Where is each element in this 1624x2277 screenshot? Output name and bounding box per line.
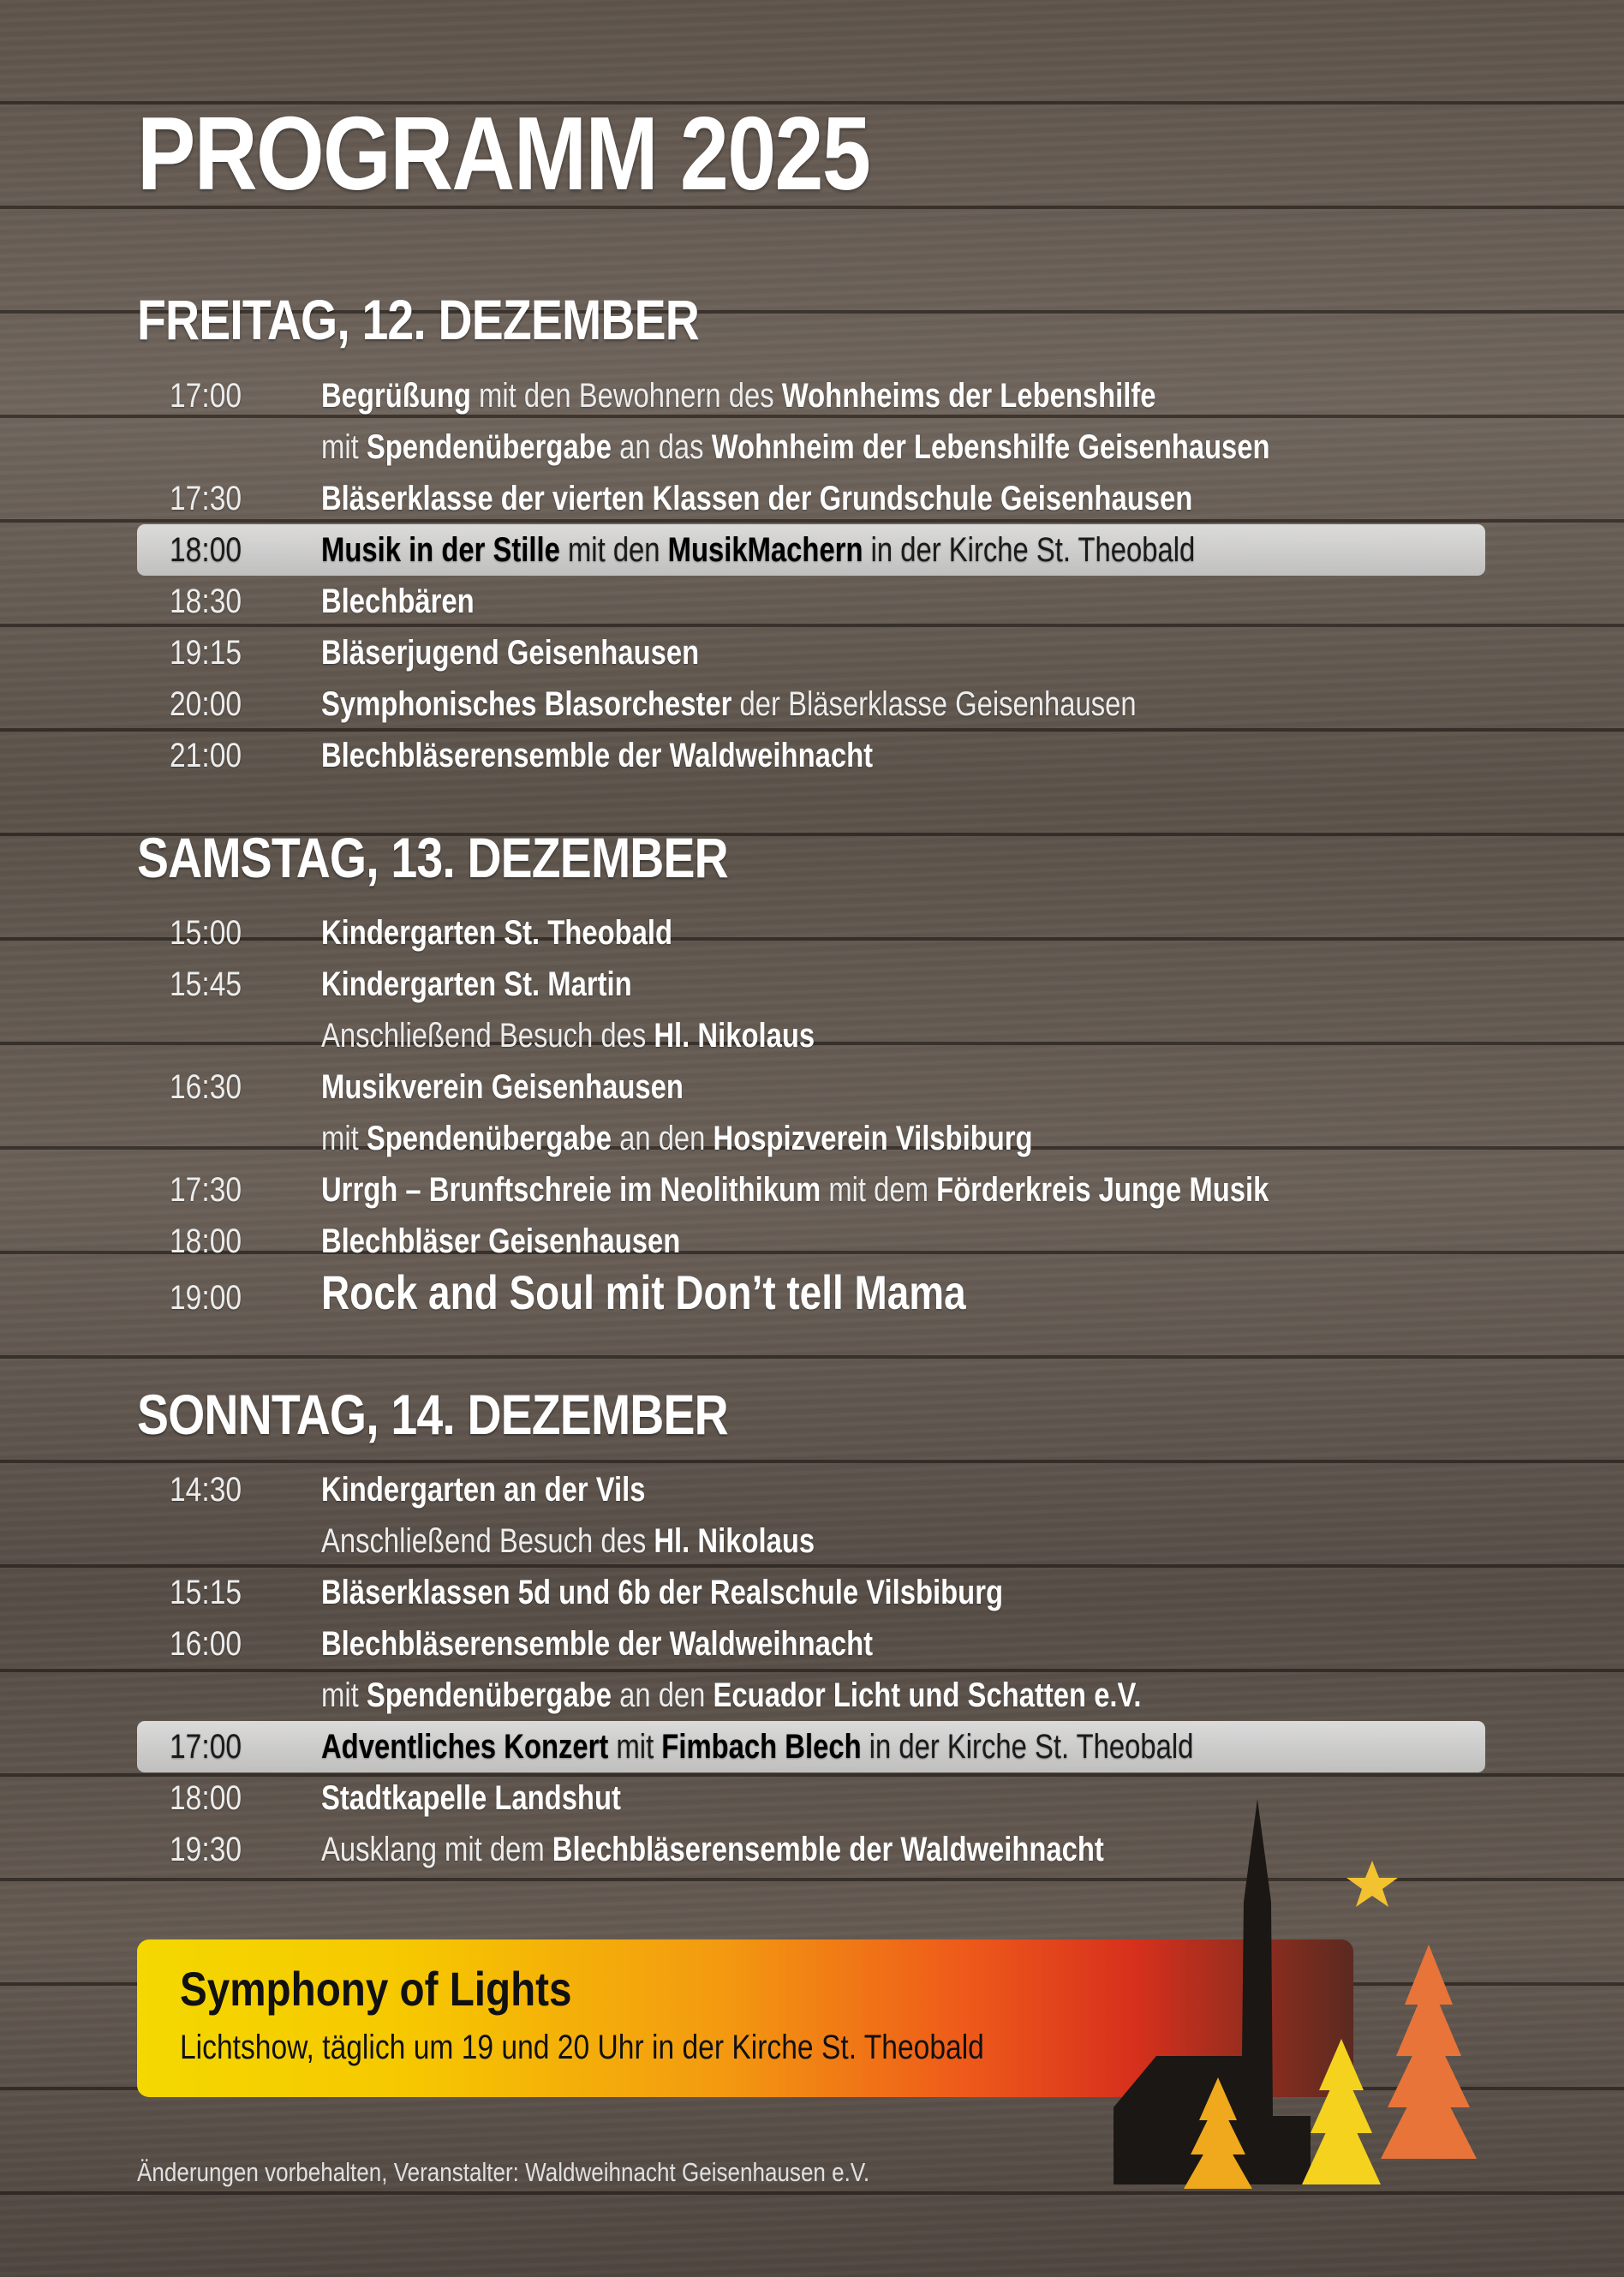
day-heading-sunday: SONNTAG, 14. DEZEMBER — [137, 1383, 728, 1446]
event-description: Anschließend Besuch des Hl. Nikolaus — [321, 1522, 815, 1560]
schedule-row — [0, 959, 1624, 1010]
event-time: 15:15 — [170, 1574, 242, 1611]
highlighted-event — [137, 1721, 1485, 1772]
event-time: 17:30 — [170, 480, 242, 517]
schedule-row — [0, 1061, 1624, 1113]
tree-yellow-icon — [1302, 2039, 1381, 2184]
schedule-row — [0, 1824, 1624, 1875]
event-time: 14:30 — [170, 1471, 242, 1509]
event-description: mit Spendenübergabe an das Wohnheim der Lebenshilfe Geisenhausen — [321, 428, 1270, 466]
schedule-row — [0, 576, 1624, 627]
schedule-row — [0, 1567, 1624, 1618]
highlighted-event — [137, 524, 1485, 576]
event-time: 15:00 — [170, 914, 242, 952]
event-description: Bläserjugend Geisenhausen — [321, 634, 700, 672]
footer-note: Änderungen vorbehalten, Veranstalter: Waldweihnacht Geisenhausen e.V. — [137, 2157, 870, 2187]
event-description: Kindergarten St. Theobald — [321, 914, 673, 952]
schedule-row — [0, 1721, 1624, 1772]
schedule-row — [0, 1164, 1624, 1216]
event-description: mit Spendenübergabe an den Hospizverein Vilsbiburg — [321, 1120, 1033, 1157]
schedule-row — [0, 627, 1624, 678]
schedule-row — [0, 1010, 1624, 1061]
schedule-row — [0, 1772, 1624, 1824]
event-description: Blechbläserensemble der Waldweihnacht — [321, 737, 874, 774]
event-time: 18:00 — [170, 531, 242, 569]
event-time: 16:00 — [170, 1625, 242, 1663]
event-time: 17:30 — [170, 1171, 242, 1209]
event-time: 20:00 — [170, 685, 242, 723]
banner-subtitle: Lichtshow, täglich um 19 und 20 Uhr in der Kirche St. Theobald — [180, 2029, 984, 2066]
event-time: 19:15 — [170, 634, 242, 672]
event-time: 21:00 — [170, 737, 242, 774]
tree-orange-icon — [1381, 1945, 1477, 2159]
event-description: Kindergarten an der Vils — [321, 1471, 646, 1509]
schedule-row — [0, 1216, 1624, 1267]
event-description: Symphonisches Blasorchester der Bläserklasse Geisenhausen — [321, 685, 1137, 723]
event-time: 19:30 — [170, 1831, 242, 1868]
event-description: mit Spendenübergabe an den Ecuador Licht und Schatten e.V. — [321, 1676, 1142, 1714]
event-description: Stadtkapelle Landshut — [321, 1779, 621, 1817]
schedule-row — [0, 1267, 1624, 1318]
event-description: Begrüßung mit den Bewohnern des Wohnheims der Lebenshilfe — [321, 377, 1156, 415]
schedule-row — [0, 1618, 1624, 1670]
event-description: Blechbläser Geisenhausen — [321, 1222, 681, 1260]
event-time: 18:00 — [170, 1779, 242, 1817]
event-description: Anschließend Besuch des Hl. Nikolaus — [321, 1017, 815, 1055]
schedule-row — [0, 1464, 1624, 1515]
event-time: 17:00 — [170, 1728, 242, 1766]
event-description: Musikverein Geisenhausen — [321, 1068, 684, 1106]
event-time: 17:00 — [170, 377, 242, 415]
schedule-row — [0, 421, 1624, 473]
page-title: PROGRAMM 2025 — [137, 95, 870, 212]
schedule-row — [0, 907, 1624, 959]
event-description: Urrgh – Brunftschreie im Neolithikum mit dem Förderkreis Junge Musik — [321, 1171, 1269, 1209]
schedule-row — [0, 1515, 1624, 1567]
event-description: Kindergarten St. Martin — [321, 965, 632, 1003]
event-description: Bläserklasse der vierten Klassen der Grundschule Geisenhausen — [321, 480, 1193, 517]
schedule-row — [0, 1670, 1624, 1721]
schedule-row — [0, 370, 1624, 421]
event-time: 15:45 — [170, 965, 242, 1003]
event-description: Musik in der Stille mit den MusikMachern in der Kirche St. Theobald — [321, 531, 1196, 569]
event-description: Blechbläserensemble der Waldweihnacht — [321, 1625, 874, 1663]
day-heading-friday: FREITAG, 12. DEZEMBER — [137, 288, 699, 351]
event-description: Ausklang mit dem Blechbläserensemble der Waldweihnacht — [321, 1831, 1104, 1868]
event-description: Bläserklassen 5d und 6b der Realschule Vilsbiburg — [321, 1574, 1004, 1611]
event-description: Adventliches Konzert mit Fimbach Blech in der Kirche St. Theobald — [321, 1728, 1194, 1766]
event-description: Blechbären — [321, 583, 475, 620]
schedule-row — [0, 1113, 1624, 1164]
event-time: 16:30 — [170, 1068, 242, 1106]
schedule-row — [0, 678, 1624, 730]
schedule-row — [0, 473, 1624, 524]
event-time: 18:30 — [170, 583, 242, 620]
schedule-row — [0, 730, 1624, 781]
day-heading-saturday: SAMSTAG, 13. DEZEMBER — [137, 826, 728, 889]
schedule-row — [0, 524, 1624, 576]
event-time: 18:00 — [170, 1222, 242, 1260]
banner-title: Symphony of Lights — [180, 1962, 572, 2016]
event-description: Rock and Soul mit Don’t tell Mama — [321, 1265, 966, 1319]
event-time: 19:00 — [170, 1279, 242, 1317]
